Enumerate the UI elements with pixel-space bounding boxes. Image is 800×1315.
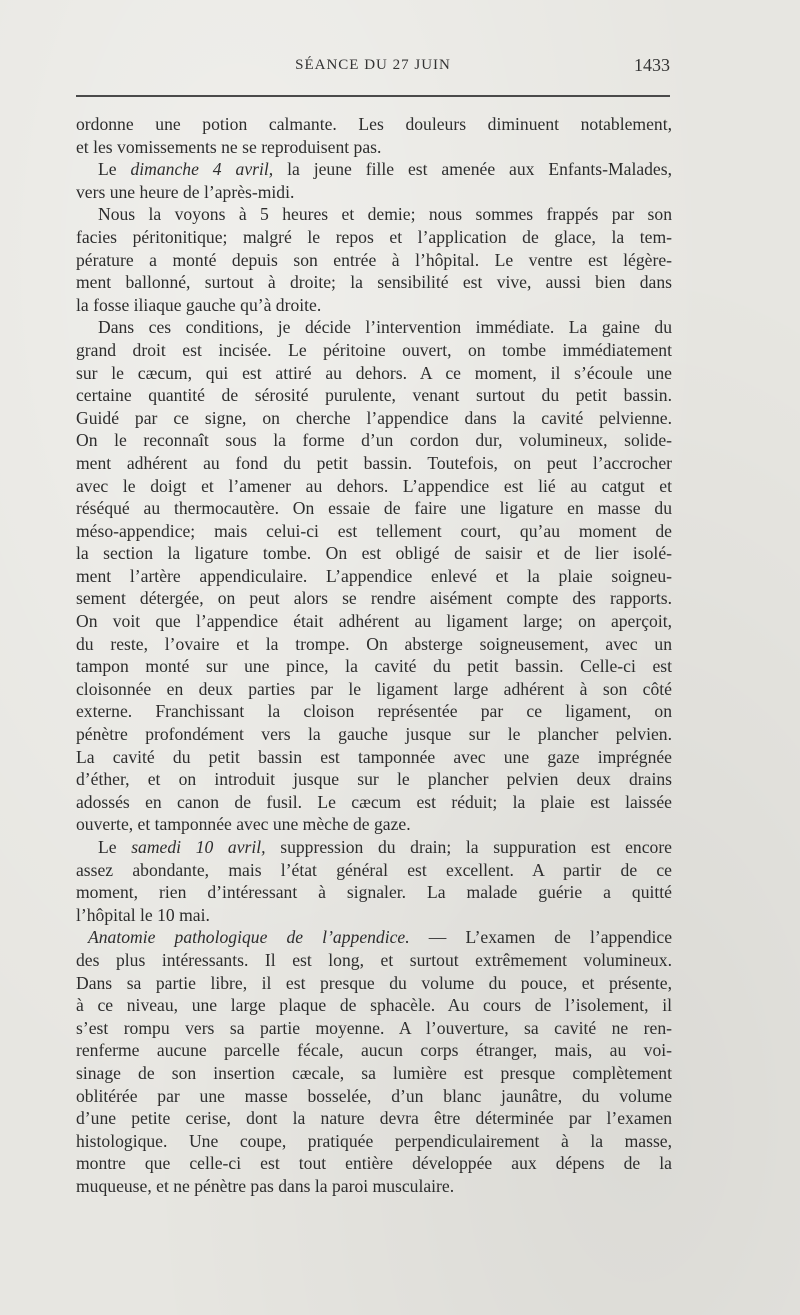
paragraph (76, 113, 672, 158)
text-line: des plus intéressants. Il est long, et surtout extrêmement volumineux. (76, 949, 672, 970)
text-line: Dans ces conditions, je décide l’intervention immédiate. La gaine du (98, 317, 672, 338)
text-line: d’éther, et on introduit jusque sur le plancher pelvien deux drains (76, 769, 672, 790)
text-line: ouverte, et tamponnée avec une mèche de gaze. (76, 814, 411, 835)
lead-text: Le (98, 159, 131, 180)
text-line: On le reconnaît sous la forme d’un cordon dur, volumineux, solide- (76, 430, 672, 451)
text-line: ment ballonné, surtout à droite; la sensibilité est vive, aussi bien dans (76, 272, 672, 293)
text-line: ment adhérent au fond du petit bassin. Toutefois, on peut l’accrocher (76, 452, 672, 473)
page-number: 1433 (634, 55, 670, 75)
section-heading: Anatomie pathologique de l’appendice. (88, 927, 410, 948)
paragraph (76, 203, 672, 316)
text-line: muqueuse, et ne pénètre pas dans la paroi musculaire. (76, 1175, 455, 1196)
text-line: Guidé par ce signe, on cherche l’appendice dans la cavité pelvienne. (76, 407, 672, 428)
text-line: moment, rien d’intéressant à signaler. La malade guérie a quitté (76, 882, 672, 903)
body-text (76, 113, 672, 1198)
italic-date: samedi 10 avril, (131, 837, 266, 857)
text-line: l’hôpital le 10 mai. (76, 904, 210, 925)
text-line: pénètre profondément vers la gauche jusque sur le plancher pelvien. (76, 724, 672, 745)
text-line: sement détergée, on peut alors se rendre aisément compte des rapports. (76, 588, 672, 609)
text-line: ordonne une potion calmante. Les douleurs diminuent notablement, (76, 114, 672, 134)
text-line: adossés en canon de fusil. Le cæcum est réduit; la plaie est laissée (76, 791, 672, 812)
text-line: méso-appendice; mais celui-ci est tellement court, qu’au moment de (76, 520, 672, 541)
paragraph (76, 158, 672, 203)
text-line: et les vomissements ne se reproduisent pas. (76, 136, 382, 157)
text-line: avec le doigt et l’amener au dehors. L’appendice est lié au catgut et (76, 475, 672, 496)
text-line: du reste, l’ovaire et la trompe. On absterge soigneusement, avec un (76, 633, 672, 654)
text-line: la section la ligature tombe. On est obligé de saisir et de lier isolé- (76, 543, 672, 564)
text-line: renferme aucune parcelle fécale, aucun corps étranger, mais, au voi- (76, 1040, 672, 1061)
text-line: Dans sa partie libre, il est presque du volume du pouce, et présente, (76, 972, 672, 993)
text-line: s’est rompu vers sa partie moyenne. A l’ouverture, sa cavité ne ren- (76, 1017, 672, 1038)
lead-text: Le (98, 837, 132, 857)
text-line (76, 836, 672, 859)
text-line: tampon monté sur une pince, la cavité du petit bassin. Celle-ci est (76, 656, 672, 677)
italic-date: dimanche 4 avril, (130, 159, 274, 180)
text-line: d’une petite cerise, dont la nature devra être déterminée par l’examen (76, 1108, 672, 1129)
paragraph (76, 316, 672, 836)
text-line: sinage de son insertion cæcale, sa lumière est presque complètement (76, 1062, 672, 1083)
running-title: SÉANCE DU 27 JUIN (295, 57, 451, 73)
text-line: On voit que l’appendice était adhérent au ligament large; on aperçoit, (76, 611, 672, 632)
text-line: La cavité du petit bassin est tamponnée avec une gaze imprégnée (76, 746, 672, 767)
paragraph (76, 836, 672, 926)
paragraph (76, 926, 672, 1197)
text-line: facies péritonitique; malgré le repos et l’application de glace, la tem- (76, 226, 672, 247)
text-line: à ce niveau, une large plaque de sphacèle. Au cours de l’isolement, il (76, 995, 672, 1016)
text-line: Nous la voyons à 5 heures et demie; nous sommes frappés par son (98, 204, 672, 225)
text-line: grand droit est incisée. Le péritoine ouvert, on tombe immédiatement (76, 339, 672, 360)
text-line (76, 158, 672, 181)
header-rule (76, 95, 670, 97)
page-header (76, 55, 670, 79)
text-line: sur le cæcum, qui est attiré au dehors. A ce moment, il s’écoule une (76, 362, 672, 383)
text-line: cloisonnée en deux parties par le ligament large adhérent à son côté (76, 678, 672, 699)
text-line: oblitérée par une masse bosselée, d’un blanc jaunâtre, du volume (76, 1085, 672, 1106)
text-line: certaine quantité de sérosité purulente, venant surtout du petit bassin. (76, 385, 672, 406)
text-line: histologique. Une coupe, pratiquée perpendiculairement à la masse, (76, 1130, 672, 1151)
text-line: assez abondante, mais l’état général est excellent. A partir de ce (76, 859, 672, 880)
text-line: montre que celle-ci est tout entière développée aux dépens de la (76, 1153, 672, 1174)
text-line: vers une heure de l’après-midi. (76, 181, 295, 202)
text-line (76, 926, 672, 949)
text-line: externe. Franchissant la cloison représentée par ce ligament, on (76, 701, 672, 722)
line-rest: — L’examen de l’appendice (428, 927, 673, 948)
text-line: la fosse iliaque gauche qu’à droite. (76, 294, 322, 315)
text-line: pérature a monté depuis son entrée à l’hôpital. Le ventre est légère- (76, 249, 672, 270)
line-rest: suppression du drain; la suppuration est encore (280, 837, 672, 857)
text-line: réséqué au thermocautère. On essaie de faire une ligature en masse du (76, 498, 672, 519)
text-line: ment l’artère appendiculaire. L’appendice enlevé et la plaie soigneu- (76, 565, 672, 586)
line-rest: la jeune fille est amenée aux Enfants-Malades, (287, 159, 672, 180)
